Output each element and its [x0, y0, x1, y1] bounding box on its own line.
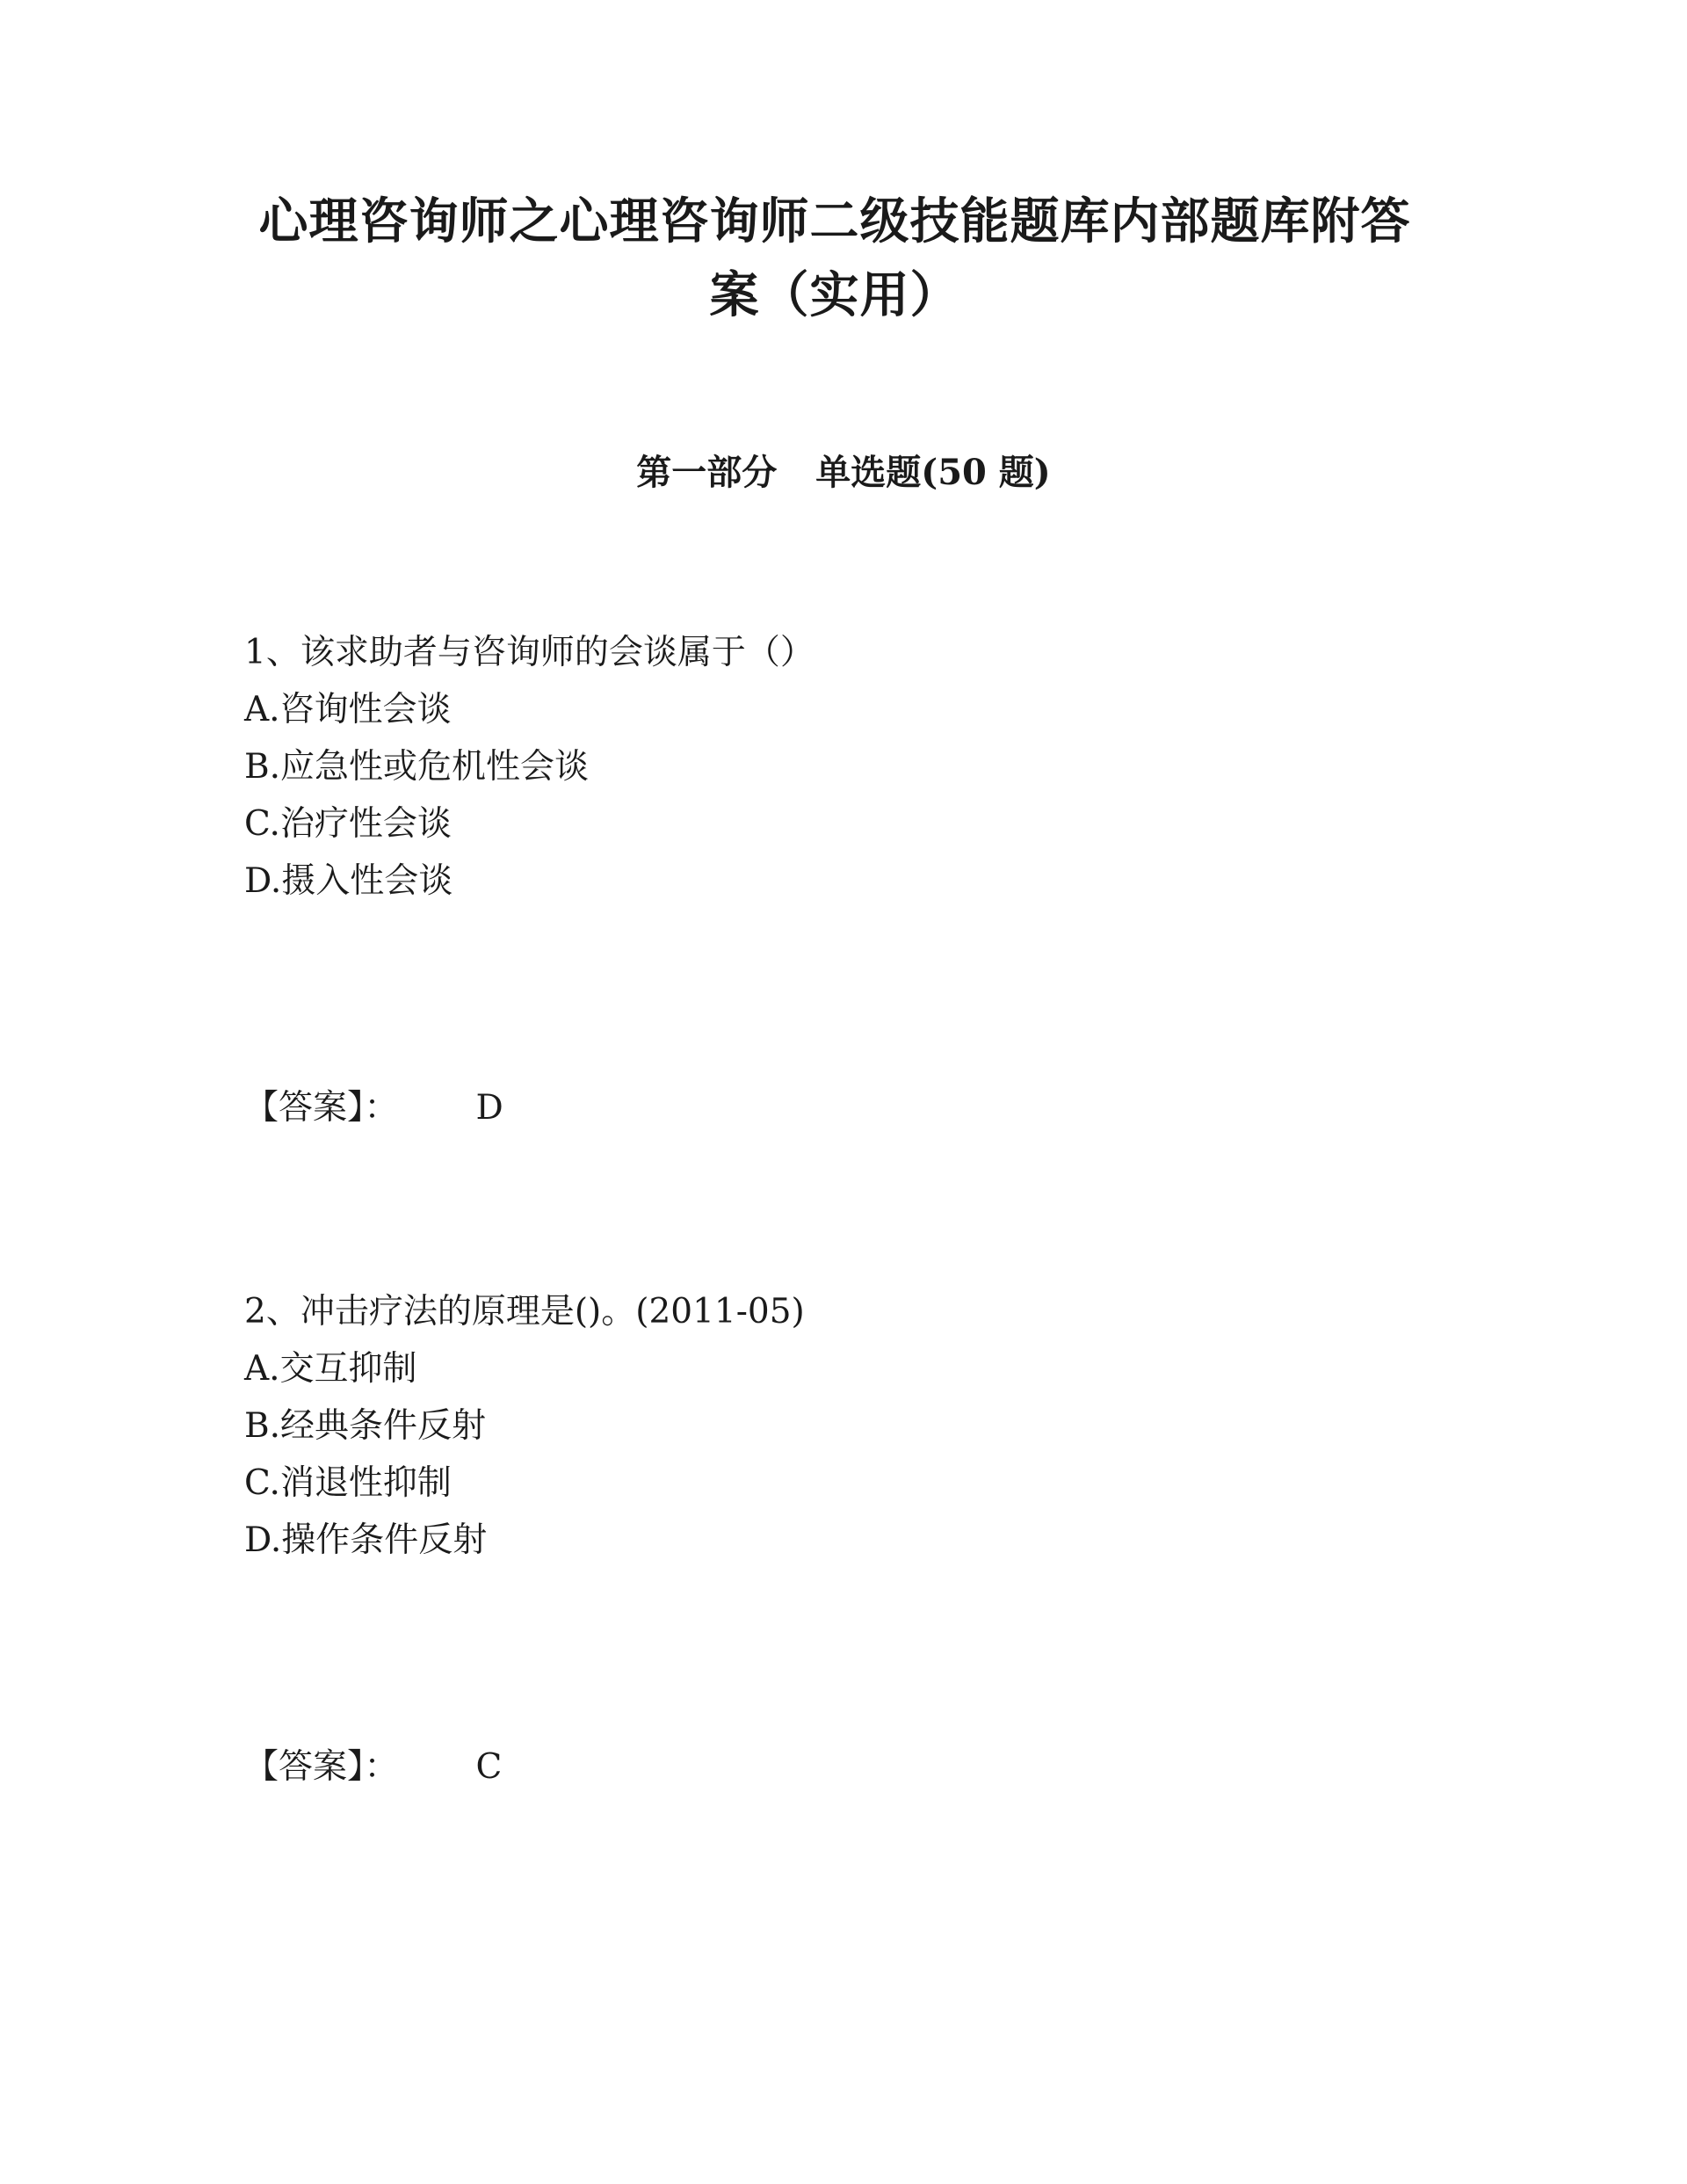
section-name: 单选题(50 题): [815, 452, 1051, 493]
section-part: 第一部分: [636, 452, 778, 493]
option-b: B.应急性或危机性会谈: [244, 747, 590, 787]
option-a: A.交互抑制: [244, 1349, 417, 1389]
question-1: [244, 624, 1474, 910]
answer-1: [244, 1084, 503, 1133]
question-stem: 1、该求助者与咨询师的会谈属于（）: [244, 633, 815, 672]
document-title-line-2: 案（实用）: [709, 266, 960, 324]
option-d: D.操作条件反射: [244, 1520, 488, 1560]
option-d: D.摄入性会谈: [244, 861, 453, 901]
option-c: C.消退性抑制: [244, 1463, 452, 1503]
question-stem: 2、冲击疗法的原理是()。(2011-05): [244, 1292, 805, 1331]
document-title: [246, 185, 1423, 332]
option-b: B.经典条件反射: [244, 1406, 487, 1446]
option-c: C.治疗性会谈: [244, 804, 452, 844]
question-2: [244, 1283, 1474, 1569]
answer-2: [244, 1743, 502, 1792]
answer-label: 【答案】：: [244, 1747, 399, 1787]
option-a: A.咨询性会谈: [244, 690, 452, 729]
section-heading: [0, 448, 1687, 497]
answer-value: C: [475, 1747, 503, 1787]
answer-value: D: [475, 1088, 503, 1128]
document-title-line-1: 心理咨询师之心理咨询师二级技能题库内部题库附答: [258, 192, 1411, 250]
answer-label: 【答案】：: [244, 1088, 399, 1128]
